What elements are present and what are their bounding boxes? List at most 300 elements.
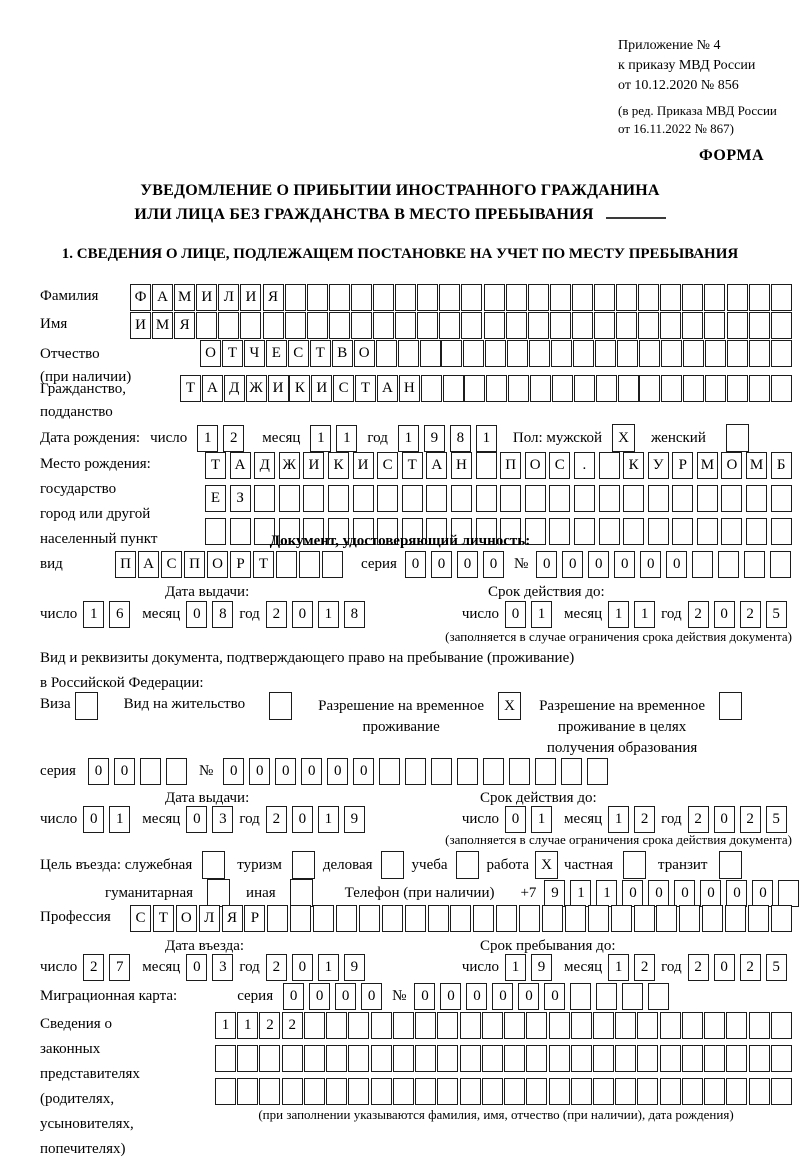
char-cell[interactable] [637, 1045, 658, 1072]
char-cell[interactable] [749, 1045, 770, 1072]
char-cell[interactable]: 1 [608, 954, 629, 981]
char-cell[interactable] [371, 1045, 392, 1072]
char-cell[interactable]: 1 [197, 425, 218, 452]
char-cell[interactable] [371, 1012, 392, 1039]
char-cell[interactable] [530, 375, 551, 402]
char-cell[interactable]: И [303, 452, 324, 479]
char-cell[interactable] [549, 1078, 570, 1105]
char-cell[interactable] [259, 1078, 280, 1105]
char-cell[interactable] [415, 1078, 436, 1105]
char-cell[interactable] [329, 284, 350, 311]
char-cell[interactable] [705, 340, 726, 367]
char-cell[interactable]: 0 [361, 983, 382, 1010]
char-cell[interactable] [771, 905, 792, 932]
char-cell[interactable]: 0 [700, 880, 721, 907]
char-cell[interactable] [593, 1078, 614, 1105]
char-cell[interactable] [593, 1045, 614, 1072]
char-cell[interactable] [637, 1078, 658, 1105]
char-cell[interactable]: 0 [309, 983, 330, 1010]
char-cell[interactable]: 1 [531, 806, 552, 833]
char-cell[interactable] [276, 551, 297, 578]
char-cell[interactable]: 0 [666, 551, 687, 578]
char-cell[interactable] [727, 375, 748, 402]
char-cell[interactable] [263, 312, 284, 339]
char-cell[interactable]: 0 [83, 806, 104, 833]
char-cell[interactable] [573, 340, 594, 367]
char-cell[interactable] [550, 284, 571, 311]
char-cell[interactable] [574, 485, 595, 512]
char-cell[interactable] [616, 312, 637, 339]
char-cell[interactable] [373, 284, 394, 311]
char-cell[interactable]: 0 [292, 954, 313, 981]
char-cell[interactable] [726, 1045, 747, 1072]
char-cell[interactable] [749, 340, 770, 367]
char-cell[interactable] [771, 485, 792, 512]
char-cell[interactable]: 1 [531, 601, 552, 628]
char-cell[interactable] [313, 905, 334, 932]
char-cell[interactable] [359, 905, 380, 932]
char-cell[interactable] [322, 551, 343, 578]
char-cell[interactable]: 0 [674, 880, 695, 907]
char-cell[interactable]: 9 [424, 425, 445, 452]
char-cell[interactable] [660, 312, 681, 339]
char-cell[interactable]: 0 [640, 551, 661, 578]
char-cell[interactable] [749, 375, 770, 402]
char-cell[interactable] [439, 284, 460, 311]
char-cell[interactable]: О [200, 340, 221, 367]
char-cell[interactable]: 0 [405, 551, 426, 578]
char-cell[interactable]: Е [205, 485, 226, 512]
char-cell[interactable]: А [152, 284, 173, 311]
temp-permit-checkbox[interactable]: X [498, 692, 521, 720]
char-cell[interactable]: Ч [244, 340, 265, 367]
char-cell[interactable] [218, 312, 239, 339]
char-cell[interactable]: С [288, 340, 309, 367]
char-cell[interactable] [307, 284, 328, 311]
char-cell[interactable] [571, 1045, 592, 1072]
char-cell[interactable] [565, 905, 586, 932]
char-cell[interactable] [660, 1012, 681, 1039]
char-cell[interactable]: 2 [634, 806, 655, 833]
char-cell[interactable] [437, 1078, 458, 1105]
char-cell[interactable]: А [202, 375, 223, 402]
char-cell[interactable] [551, 340, 572, 367]
char-cell[interactable]: 1 [608, 806, 629, 833]
purpose-other-checkbox[interactable] [290, 879, 313, 907]
char-cell[interactable] [437, 1045, 458, 1072]
char-cell[interactable] [721, 485, 742, 512]
sex-male-checkbox[interactable]: X [612, 424, 635, 452]
char-cell[interactable] [402, 485, 423, 512]
char-cell[interactable]: 0 [186, 954, 207, 981]
char-cell[interactable] [328, 485, 349, 512]
char-cell[interactable] [599, 485, 620, 512]
char-cell[interactable] [508, 375, 529, 402]
char-cell[interactable] [443, 375, 464, 402]
purpose-study-checkbox[interactable] [456, 851, 479, 879]
char-cell[interactable] [285, 312, 306, 339]
char-cell[interactable] [648, 485, 669, 512]
char-cell[interactable]: Я [174, 312, 195, 339]
char-cell[interactable] [550, 312, 571, 339]
char-cell[interactable] [348, 1078, 369, 1105]
char-cell[interactable] [771, 312, 792, 339]
char-cell[interactable] [441, 340, 462, 367]
char-cell[interactable]: 1 [398, 425, 419, 452]
char-cell[interactable] [353, 485, 374, 512]
char-cell[interactable]: К [289, 375, 310, 402]
char-cell[interactable]: 0 [301, 758, 322, 785]
char-cell[interactable]: 2 [266, 954, 287, 981]
char-cell[interactable]: М [697, 452, 718, 479]
char-cell[interactable]: П [115, 551, 136, 578]
char-cell[interactable]: 0 [622, 880, 643, 907]
char-cell[interactable]: К [623, 452, 644, 479]
char-cell[interactable]: Т [253, 551, 274, 578]
char-cell[interactable] [393, 1078, 414, 1105]
char-cell[interactable]: 0 [275, 758, 296, 785]
char-cell[interactable]: 1 [318, 954, 339, 981]
char-cell[interactable]: 1 [310, 425, 331, 452]
char-cell[interactable] [771, 375, 792, 402]
char-cell[interactable] [237, 1078, 258, 1105]
char-cell[interactable]: 1 [570, 880, 591, 907]
char-cell[interactable]: Р [244, 905, 265, 932]
char-cell[interactable] [672, 485, 693, 512]
char-cell[interactable] [704, 1078, 725, 1105]
char-cell[interactable]: И [130, 312, 151, 339]
char-cell[interactable] [405, 758, 426, 785]
char-cell[interactable] [623, 485, 644, 512]
char-cell[interactable] [638, 284, 659, 311]
char-cell[interactable] [595, 340, 616, 367]
char-cell[interactable] [393, 1045, 414, 1072]
char-cell[interactable]: 0 [588, 551, 609, 578]
char-cell[interactable] [726, 1078, 747, 1105]
char-cell[interactable]: 0 [88, 758, 109, 785]
char-cell[interactable] [417, 284, 438, 311]
char-cell[interactable] [771, 1078, 792, 1105]
char-cell[interactable] [196, 312, 217, 339]
char-cell[interactable] [299, 551, 320, 578]
char-cell[interactable]: 2 [688, 601, 709, 628]
char-cell[interactable] [398, 340, 419, 367]
char-cell[interactable] [727, 340, 748, 367]
char-cell[interactable]: 0 [492, 983, 513, 1010]
char-cell[interactable] [457, 758, 478, 785]
char-cell[interactable]: С [161, 551, 182, 578]
char-cell[interactable] [617, 340, 638, 367]
char-cell[interactable] [572, 284, 593, 311]
char-cell[interactable] [285, 284, 306, 311]
char-cell[interactable] [460, 1012, 481, 1039]
purpose-work-checkbox[interactable]: X [535, 851, 558, 879]
char-cell[interactable]: И [353, 452, 374, 479]
char-cell[interactable] [290, 905, 311, 932]
char-cell[interactable]: 8 [212, 601, 233, 628]
char-cell[interactable] [377, 485, 398, 512]
char-cell[interactable] [615, 1045, 636, 1072]
char-cell[interactable] [461, 312, 482, 339]
char-cell[interactable]: 0 [223, 758, 244, 785]
char-cell[interactable]: 1 [476, 425, 497, 452]
char-cell[interactable] [415, 1012, 436, 1039]
char-cell[interactable] [749, 1078, 770, 1105]
char-cell[interactable]: 9 [531, 954, 552, 981]
char-cell[interactable] [463, 340, 484, 367]
char-cell[interactable]: М [152, 312, 173, 339]
char-cell[interactable] [486, 375, 507, 402]
char-cell[interactable] [282, 1078, 303, 1105]
char-cell[interactable] [770, 551, 791, 578]
char-cell[interactable] [326, 1078, 347, 1105]
char-cell[interactable] [529, 340, 550, 367]
char-cell[interactable] [704, 284, 725, 311]
char-cell[interactable] [637, 1012, 658, 1039]
char-cell[interactable] [500, 485, 521, 512]
char-cell[interactable] [476, 485, 497, 512]
char-cell[interactable]: 0 [414, 983, 435, 1010]
char-cell[interactable] [593, 1012, 614, 1039]
char-cell[interactable] [778, 880, 799, 907]
char-cell[interactable] [748, 905, 769, 932]
char-cell[interactable]: 0 [292, 601, 313, 628]
char-cell[interactable] [638, 312, 659, 339]
char-cell[interactable] [304, 1078, 325, 1105]
char-cell[interactable] [526, 1045, 547, 1072]
char-cell[interactable]: 0 [714, 806, 735, 833]
char-cell[interactable]: 0 [114, 758, 135, 785]
char-cell[interactable] [254, 485, 275, 512]
char-cell[interactable] [351, 284, 372, 311]
char-cell[interactable]: 2 [282, 1012, 303, 1039]
char-cell[interactable] [679, 905, 700, 932]
char-cell[interactable] [240, 312, 261, 339]
char-cell[interactable] [464, 375, 485, 402]
char-cell[interactable]: 0 [457, 551, 478, 578]
char-cell[interactable] [215, 1045, 236, 1072]
char-cell[interactable] [615, 1078, 636, 1105]
char-cell[interactable]: П [500, 452, 521, 479]
char-cell[interactable] [683, 375, 704, 402]
char-cell[interactable] [682, 284, 703, 311]
char-cell[interactable] [639, 375, 660, 402]
char-cell[interactable] [725, 905, 746, 932]
char-cell[interactable]: 5 [766, 806, 787, 833]
char-cell[interactable] [329, 312, 350, 339]
char-cell[interactable] [460, 1045, 481, 1072]
char-cell[interactable]: А [377, 375, 398, 402]
char-cell[interactable] [482, 1045, 503, 1072]
char-cell[interactable]: 1 [318, 601, 339, 628]
char-cell[interactable]: 0 [505, 806, 526, 833]
char-cell[interactable]: 8 [344, 601, 365, 628]
char-cell[interactable] [166, 758, 187, 785]
char-cell[interactable]: 0 [505, 601, 526, 628]
char-cell[interactable] [439, 312, 460, 339]
char-cell[interactable]: 3 [212, 954, 233, 981]
char-cell[interactable]: Ж [279, 452, 300, 479]
char-cell[interactable] [484, 284, 505, 311]
purpose-humanitarian-checkbox[interactable] [207, 879, 230, 907]
char-cell[interactable] [588, 905, 609, 932]
char-cell[interactable] [594, 312, 615, 339]
char-cell[interactable] [749, 1012, 770, 1039]
char-cell[interactable] [526, 1078, 547, 1105]
char-cell[interactable]: Я [222, 905, 243, 932]
char-cell[interactable] [476, 452, 497, 479]
char-cell[interactable]: О [721, 452, 742, 479]
char-cell[interactable] [549, 1012, 570, 1039]
char-cell[interactable] [483, 758, 504, 785]
char-cell[interactable]: Л [199, 905, 220, 932]
char-cell[interactable]: Ж [246, 375, 267, 402]
char-cell[interactable] [482, 1012, 503, 1039]
char-cell[interactable] [304, 1045, 325, 1072]
char-cell[interactable]: 0 [292, 806, 313, 833]
char-cell[interactable] [303, 485, 324, 512]
char-cell[interactable] [405, 905, 426, 932]
char-cell[interactable]: 5 [766, 954, 787, 981]
char-cell[interactable] [615, 1012, 636, 1039]
char-cell[interactable] [348, 1045, 369, 1072]
char-cell[interactable] [549, 1045, 570, 1072]
char-cell[interactable] [682, 312, 703, 339]
char-cell[interactable]: 0 [186, 601, 207, 628]
char-cell[interactable]: Е [266, 340, 287, 367]
char-cell[interactable] [426, 485, 447, 512]
char-cell[interactable] [660, 1078, 681, 1105]
char-cell[interactable] [307, 312, 328, 339]
char-cell[interactable]: 2 [740, 601, 761, 628]
char-cell[interactable]: О [207, 551, 228, 578]
char-cell[interactable] [215, 1078, 236, 1105]
char-cell[interactable] [525, 485, 546, 512]
char-cell[interactable]: 9 [344, 806, 365, 833]
char-cell[interactable]: 0 [562, 551, 583, 578]
char-cell[interactable]: Я [263, 284, 284, 311]
char-cell[interactable]: У [648, 452, 669, 479]
char-cell[interactable] [504, 1012, 525, 1039]
char-cell[interactable] [506, 284, 527, 311]
char-cell[interactable] [326, 1012, 347, 1039]
char-cell[interactable]: 0 [752, 880, 773, 907]
char-cell[interactable]: 8 [450, 425, 471, 452]
char-cell[interactable] [473, 905, 494, 932]
char-cell[interactable] [682, 1012, 703, 1039]
char-cell[interactable] [683, 340, 704, 367]
char-cell[interactable]: С [549, 452, 570, 479]
char-cell[interactable] [622, 983, 643, 1010]
char-cell[interactable]: 0 [714, 601, 735, 628]
char-cell[interactable] [484, 312, 505, 339]
char-cell[interactable] [660, 284, 681, 311]
char-cell[interactable]: 1 [318, 806, 339, 833]
char-cell[interactable] [618, 375, 639, 402]
char-cell[interactable] [140, 758, 161, 785]
char-cell[interactable] [570, 983, 591, 1010]
char-cell[interactable] [420, 340, 441, 367]
char-cell[interactable] [304, 1012, 325, 1039]
char-cell[interactable]: П [184, 551, 205, 578]
char-cell[interactable] [535, 758, 556, 785]
char-cell[interactable]: Т [153, 905, 174, 932]
char-cell[interactable] [526, 1012, 547, 1039]
char-cell[interactable] [771, 1012, 792, 1039]
purpose-transit-checkbox[interactable] [719, 851, 742, 879]
char-cell[interactable]: Н [399, 375, 420, 402]
char-cell[interactable]: 6 [109, 601, 130, 628]
char-cell[interactable]: О [354, 340, 375, 367]
char-cell[interactable]: З [230, 485, 251, 512]
char-cell[interactable] [561, 758, 582, 785]
char-cell[interactable] [692, 551, 713, 578]
char-cell[interactable]: К [328, 452, 349, 479]
char-cell[interactable]: 9 [544, 880, 565, 907]
residence-permit-checkbox[interactable] [269, 692, 292, 720]
char-cell[interactable]: 0 [726, 880, 747, 907]
char-cell[interactable] [656, 905, 677, 932]
char-cell[interactable] [450, 905, 471, 932]
char-cell[interactable]: 0 [518, 983, 539, 1010]
char-cell[interactable]: С [377, 452, 398, 479]
char-cell[interactable] [596, 375, 617, 402]
char-cell[interactable] [373, 312, 394, 339]
char-cell[interactable]: 1 [336, 425, 357, 452]
char-cell[interactable]: 2 [740, 806, 761, 833]
char-cell[interactable]: 0 [283, 983, 304, 1010]
char-cell[interactable]: Л [218, 284, 239, 311]
char-cell[interactable] [428, 905, 449, 932]
char-cell[interactable] [348, 1012, 369, 1039]
char-cell[interactable]: Д [254, 452, 275, 479]
char-cell[interactable]: 2 [266, 806, 287, 833]
char-cell[interactable]: 3 [212, 806, 233, 833]
char-cell[interactable] [528, 284, 549, 311]
char-cell[interactable] [496, 905, 517, 932]
char-cell[interactable] [704, 1045, 725, 1072]
char-cell[interactable]: Т [205, 452, 226, 479]
char-cell[interactable] [771, 284, 792, 311]
char-cell[interactable] [648, 983, 669, 1010]
char-cell[interactable]: 0 [431, 551, 452, 578]
char-cell[interactable]: М [174, 284, 195, 311]
char-cell[interactable] [718, 551, 739, 578]
char-cell[interactable] [634, 905, 655, 932]
char-cell[interactable] [549, 485, 570, 512]
char-cell[interactable]: 2 [259, 1012, 280, 1039]
char-cell[interactable]: 1 [109, 806, 130, 833]
char-cell[interactable] [682, 1045, 703, 1072]
char-cell[interactable]: Т [180, 375, 201, 402]
char-cell[interactable] [594, 284, 615, 311]
char-cell[interactable]: 5 [766, 601, 787, 628]
char-cell[interactable] [552, 375, 573, 402]
char-cell[interactable] [336, 905, 357, 932]
char-cell[interactable]: 0 [249, 758, 270, 785]
char-cell[interactable] [376, 340, 397, 367]
char-cell[interactable] [507, 340, 528, 367]
char-cell[interactable] [599, 452, 620, 479]
char-cell[interactable] [431, 758, 452, 785]
char-cell[interactable]: 0 [186, 806, 207, 833]
char-cell[interactable] [771, 1045, 792, 1072]
char-cell[interactable]: 0 [327, 758, 348, 785]
char-cell[interactable] [704, 1012, 725, 1039]
char-cell[interactable]: О [525, 452, 546, 479]
char-cell[interactable] [771, 340, 792, 367]
char-cell[interactable] [421, 375, 442, 402]
